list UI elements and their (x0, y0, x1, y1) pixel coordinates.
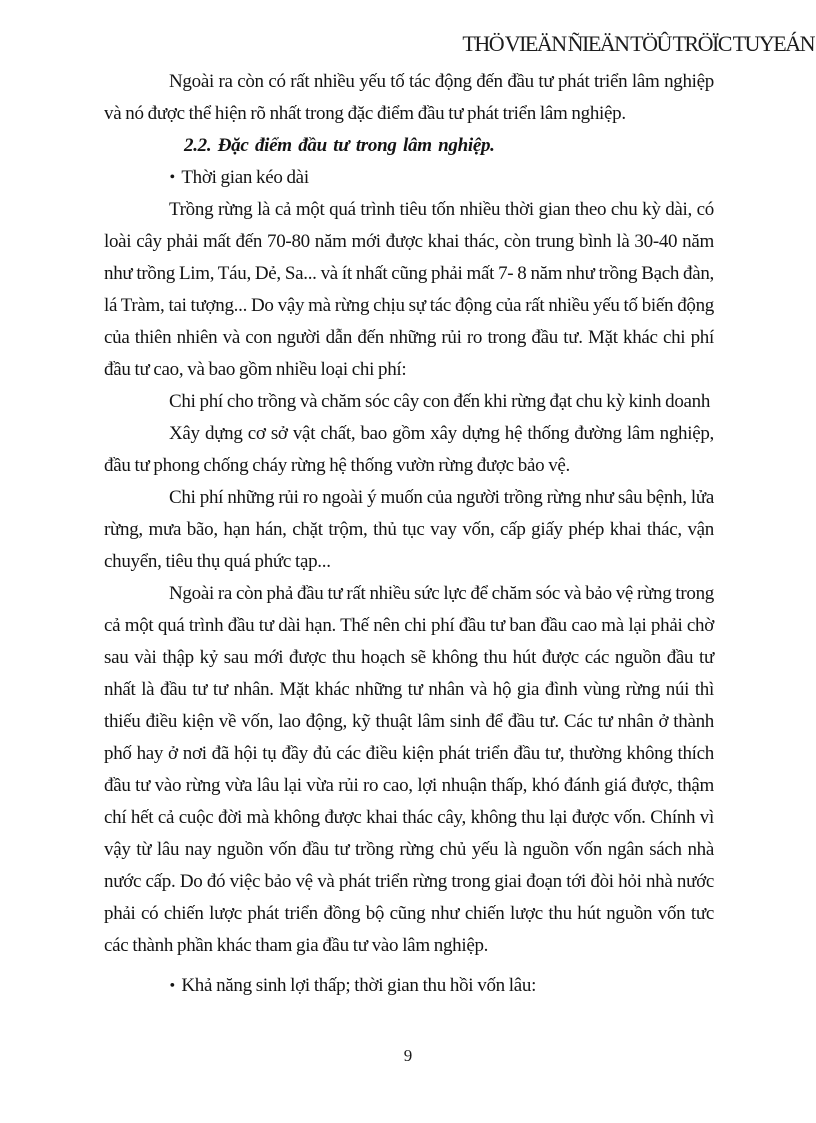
page-number: 9 (403, 1046, 413, 1065)
document-body (104, 66, 714, 1002)
paragraph-intro: Ngoài ra còn có rất nhiều yếu tố tác động đến đầu tư phát triển lâm nghiệp và nó được thể hiện rõ nhất trong đặc điểm đầu tư phát triển lâm nghiệp. (104, 71, 714, 124)
paragraph-cost-risk: Chi phí những rủi ro ngoài ý muốn của người trồng rừng như sâu bệnh, lửa rừng, mưa bão, hạn hán, chặt trộm, thủ tục vay vốn, cấp giấy phép khai thác, vận chuyển, tiêu thụ quá phức tạp... (104, 487, 714, 572)
paragraph-time-cycle: Trồng rừng là cả một quá trình tiêu tốn nhiều thời gian theo chu kỳ dài, có loài cây phải mất đến 70-80 năm mới được khai thác, còn trung bình là 30-40 năm như trồng Lim, Táu, Dẻ, Sa... và ít nhất cũng phải mất 7- 8 năm như trồng Bạch đàn, lá Tràm, tai tượng... Do vậy mà rừng chịu sự tác động của rất nhiều yếu tố biến động của thiên nhiên và con người dẫn đến những rủi ro trong đầu tư. Mặt khác chi phí đầu tư cao, và bao gồm nhiều loại chi phí: (104, 199, 714, 380)
bullet-icon: • (169, 976, 175, 995)
library-watermark-header: THÖ VIEÄN ÑIEÄN TÖÛ TRÖÏC TUYEÁN (462, 31, 814, 56)
paragraph-effort-capital: Ngoài ra còn phả đầu tư rất nhiều sức lực để chăm sóc và bảo vệ rừng trong cả một quá trình đầu tư dài hạn. Thế nên chi phí đầu tư ban đầu cao mà lại phải chờ sau vài thập kỷ sau mới được thu hoạch sẽ không thu hút được các nguồn đầu tư nhất là đầu tư tư nhân. Mặt khác những tư nhân và hộ gia đình vùng rừng núi thì thiếu điều kiện về vốn, lao động, kỹ thuật lâm sinh để đầu tư. Các tư nhân ở thành phố hay ở nơi đã hội tụ đầy đủ các điều kiện phát triển đầu tư, thường không thích đầu tư vào rừng vừa lâu lại vừa rủi ro cao, lợi nhuận thấp, khó đánh giá được, thậm chí hết cả cuộc đời mà không được khai thác cây, không thu lại được vốn. Chính vì vậy từ lâu nay nguồn vốn đầu tư trồng rừng chủ yếu là nguồn vốn ngân sách nhà nước cấp. Do đó việc bảo vệ và phát triển rừng trong giai đoạn tới đòi hỏi nhà nước phải có chiến lược phát triển đồng bộ cũng như chiến lược thu hút nguồn vốn tưc các thành phần khác tham gia đầu tư vào lâm nghiệp. (104, 583, 714, 956)
bullet-icon: • (169, 168, 175, 187)
bullet-item-profitability-label: Khả năng sinh lợi thấp; thời gian thu hồi vốn lâu: (181, 975, 537, 996)
bullet-item-duration-label: Thời gian kéo dài (181, 167, 309, 188)
paragraph-cost-infrastructure: Xây dựng cơ sở vật chất, bao gồm xây dựng hệ thống đường lâm nghiệp, đầu tư phong chống cháy rừng hệ thống vườn rừng được bảo vệ. (104, 423, 714, 476)
bullet-item-profitability (169, 970, 714, 1002)
paragraph-cost-planting: Chi phí cho trồng và chăm sóc cây con đến khi rừng đạt chu kỳ kinh doanh (169, 391, 711, 412)
bullet-item-duration (169, 162, 714, 194)
section-heading-2-2: 2.2. Đặc điểm đầu tư trong lâm nghiệp. (184, 135, 495, 156)
